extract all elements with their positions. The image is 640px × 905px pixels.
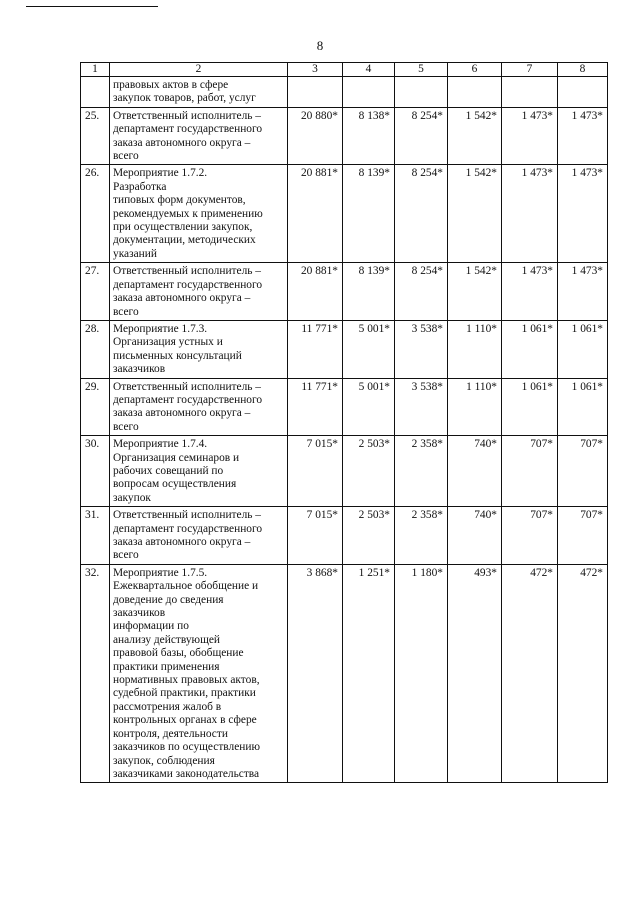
value-cell: 1 110*: [448, 320, 502, 378]
value-cell: 740*: [448, 436, 502, 507]
table-row: [81, 107, 608, 165]
value-cell: 1 473*: [502, 107, 558, 165]
row-description: Мероприятие 1.7.2. Разработка типовых форм документов, рекомендуемых к применению при осуществлении закупок, документации, методических указаний: [110, 165, 288, 263]
value-cell: 3 538*: [395, 320, 448, 378]
value-cell: 1 542*: [448, 165, 502, 263]
header-cell: 1: [81, 63, 110, 77]
row-number: 28.: [81, 320, 110, 378]
value-cell: 20 880*: [288, 107, 343, 165]
value-cell: 1 180*: [395, 564, 448, 783]
value-cell: [343, 77, 395, 108]
value-cell: 493*: [448, 564, 502, 783]
table-body: [81, 77, 608, 783]
value-cell: 20 881*: [288, 263, 343, 321]
value-cell: 5 001*: [343, 320, 395, 378]
value-cell: 1 061*: [558, 320, 608, 378]
value-cell: 8 254*: [395, 107, 448, 165]
table-row: [81, 436, 608, 507]
value-cell: [502, 77, 558, 108]
row-number: 26.: [81, 165, 110, 263]
value-cell: 1 473*: [502, 165, 558, 263]
row-description: Ответственный исполнитель – департамент государственного заказа автономного округа – всего: [110, 378, 288, 436]
value-cell: 1 473*: [502, 263, 558, 321]
value-cell: 8 254*: [395, 263, 448, 321]
header-cell: 2: [110, 63, 288, 77]
value-cell: 740*: [448, 507, 502, 565]
row-description: Мероприятие 1.7.3. Организация устных и письменных консультаций заказчиков: [110, 320, 288, 378]
table-row: [81, 378, 608, 436]
value-cell: 1 061*: [558, 378, 608, 436]
table-row: [81, 507, 608, 565]
row-description: Ответственный исполнитель – департамент государственного заказа автономного округа – всего: [110, 507, 288, 565]
row-description: Ответственный исполнитель – департамент государственного заказа автономного округа – всего: [110, 107, 288, 165]
value-cell: 707*: [502, 436, 558, 507]
value-cell: 2 358*: [395, 436, 448, 507]
header-cell: 6: [448, 63, 502, 77]
value-cell: 11 771*: [288, 378, 343, 436]
value-cell: 8 138*: [343, 107, 395, 165]
header-cell: 3: [288, 63, 343, 77]
value-cell: 1 473*: [558, 165, 608, 263]
table-row: [81, 320, 608, 378]
value-cell: 1 251*: [343, 564, 395, 783]
table-row: [81, 564, 608, 783]
header-cell: 8: [558, 63, 608, 77]
value-cell: 1 061*: [502, 320, 558, 378]
value-cell: 1 542*: [448, 107, 502, 165]
value-cell: 11 771*: [288, 320, 343, 378]
value-cell: [288, 77, 343, 108]
row-number: 32.: [81, 564, 110, 783]
value-cell: 707*: [558, 436, 608, 507]
value-cell: 472*: [502, 564, 558, 783]
header-row: [81, 63, 608, 77]
value-cell: 8 254*: [395, 165, 448, 263]
row-number: 30.: [81, 436, 110, 507]
value-cell: 1 110*: [448, 378, 502, 436]
header-cell: 5: [395, 63, 448, 77]
value-cell: 1 473*: [558, 107, 608, 165]
value-cell: 1 542*: [448, 263, 502, 321]
value-cell: 1 061*: [502, 378, 558, 436]
row-description: Ответственный исполнитель – департамент государственного заказа автономного округа – всего: [110, 263, 288, 321]
row-description: Мероприятие 1.7.4. Организация семинаров и рабочих совещаний по вопросам осуществления закупок: [110, 436, 288, 507]
value-cell: [395, 77, 448, 108]
value-cell: 8 139*: [343, 165, 395, 263]
value-cell: 2 358*: [395, 507, 448, 565]
table-row: [81, 263, 608, 321]
row-number: 29.: [81, 378, 110, 436]
value-cell: 707*: [558, 507, 608, 565]
value-cell: 7 015*: [288, 436, 343, 507]
row-description: правовых актов в сфере закупок товаров, работ, услуг: [110, 77, 288, 108]
value-cell: 7 015*: [288, 507, 343, 565]
value-cell: 707*: [502, 507, 558, 565]
table-row: [81, 77, 608, 108]
value-cell: [558, 77, 608, 108]
table-row: [81, 165, 608, 263]
top-rule: [26, 6, 158, 7]
header-cell: 7: [502, 63, 558, 77]
value-cell: 472*: [558, 564, 608, 783]
row-number: [81, 77, 110, 108]
value-cell: 1 473*: [558, 263, 608, 321]
row-number: 31.: [81, 507, 110, 565]
value-cell: 3 538*: [395, 378, 448, 436]
value-cell: 20 881*: [288, 165, 343, 263]
row-description: Мероприятие 1.7.5. Ежеквартальное обобщение и доведение до сведения заказчиков информации по анализу действующей правовой базы, обобщение практики применения нормативных правовых актов, судебной практики, практики рассмотрения жалоб в контрольных органах в сфере контроля, деятельности заказчиков по осуществлению закупок, соблюдения заказчиками законодательства: [110, 564, 288, 783]
row-number: 25.: [81, 107, 110, 165]
value-cell: [448, 77, 502, 108]
value-cell: 2 503*: [343, 507, 395, 565]
value-cell: 5 001*: [343, 378, 395, 436]
row-number: 27.: [81, 263, 110, 321]
header-cell: 4: [343, 63, 395, 77]
value-cell: 3 868*: [288, 564, 343, 783]
value-cell: 2 503*: [343, 436, 395, 507]
budget-table: [80, 62, 608, 783]
value-cell: 8 139*: [343, 263, 395, 321]
page-number: 8: [316, 38, 324, 53]
